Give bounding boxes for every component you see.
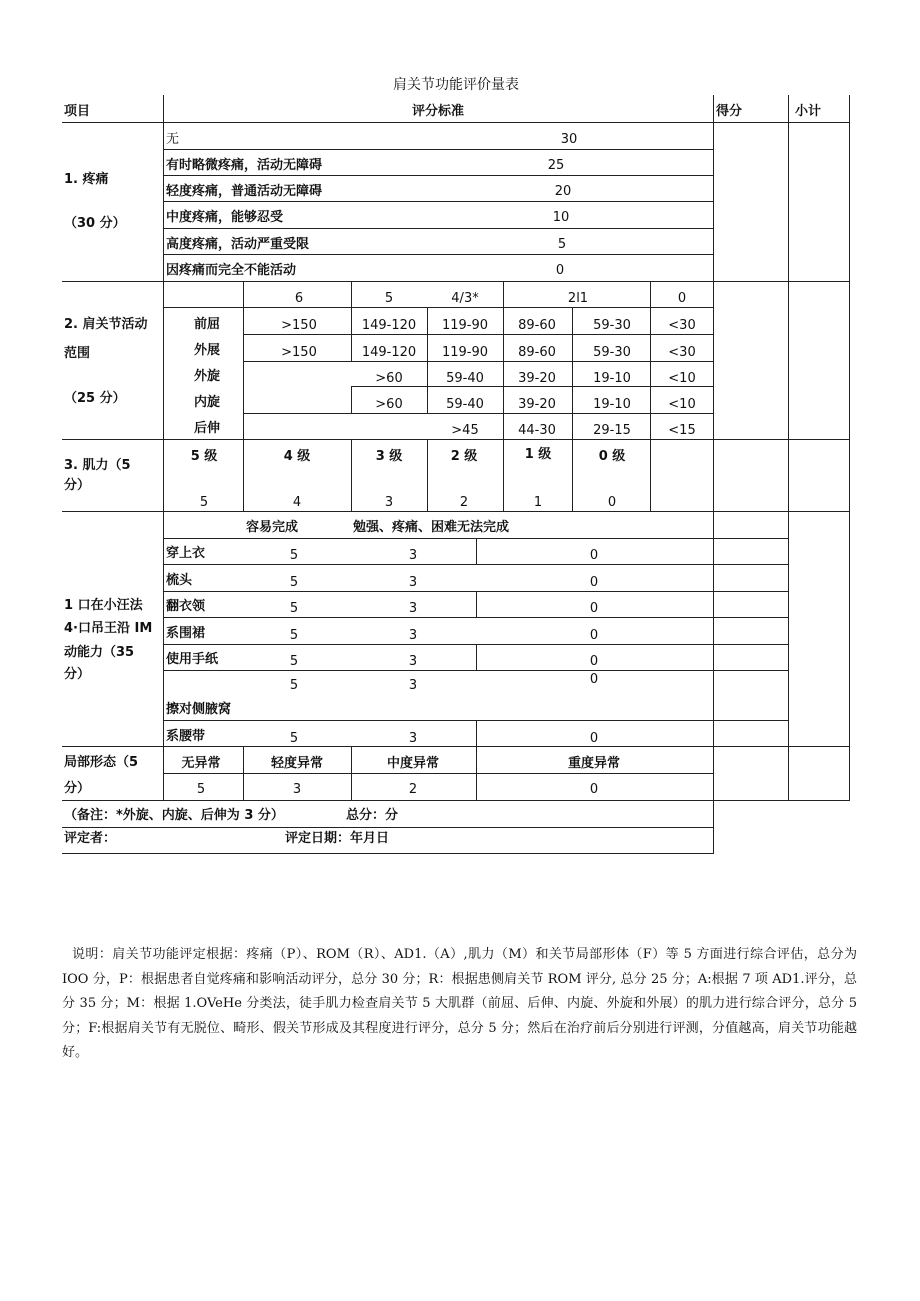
adl-cell: 0 <box>589 548 599 563</box>
form-score: 2 <box>408 782 418 797</box>
pain-row-text: 无 <box>166 132 180 147</box>
header-criteria: 评分标准 <box>411 104 465 119</box>
rom-cell: <15 <box>668 423 696 438</box>
pain-section-label: 1. 疼痛 <box>64 172 109 187</box>
rom-point-header: 0 <box>677 291 687 306</box>
adl-col-hard: 勉强、疼痛、困难无法完成 <box>353 520 510 535</box>
rom-point-header: 4/3* <box>451 291 479 306</box>
adl-row-name: 梳头 <box>166 573 193 588</box>
adl-cell: 3 <box>408 678 418 693</box>
rom-point-header: 5 <box>384 291 394 306</box>
adl-cell: 5 <box>289 628 299 643</box>
adl-col-easy: 容易完成 <box>246 520 299 535</box>
form-section-points: 分） <box>64 781 91 796</box>
adl-section-points: 分） <box>64 667 91 682</box>
form-score: 5 <box>196 782 206 797</box>
adl-row-name: 使用手纸 <box>166 652 219 667</box>
rom-row-name: 内旋 <box>193 395 221 410</box>
rom-cell: <30 <box>668 345 696 360</box>
rom-section-label: 2. 肩关节活动 <box>64 317 148 332</box>
rom-row-name: 后伸 <box>193 421 221 436</box>
form-header: 重度异常 <box>567 756 621 771</box>
rom-row-name: 外展 <box>193 343 221 358</box>
adl-cell: 0 <box>589 628 599 643</box>
adl-cell: 5 <box>289 601 299 616</box>
strength-grade: 1 级 <box>524 447 552 462</box>
rom-row-name: 前屈 <box>193 317 221 332</box>
strength-score: 4 <box>292 495 302 510</box>
rom-cell: <10 <box>668 397 696 412</box>
adl-cell: 3 <box>408 601 418 616</box>
header-item: 项目 <box>64 104 91 119</box>
strength-score: 1 <box>533 495 543 510</box>
adl-cell: 5 <box>289 654 299 669</box>
pain-row-score: 30 <box>560 132 578 147</box>
rom-cell: 89-60 <box>518 318 556 333</box>
rom-section-label-2: 范围 <box>64 346 91 361</box>
pain-row-score: 20 <box>554 184 572 199</box>
form-section-label: 局部形态（5 <box>64 755 139 770</box>
rom-cell: 39-20 <box>518 371 556 386</box>
strength-grade: 2 级 <box>450 449 478 464</box>
adl-cell: 5 <box>289 548 299 563</box>
rom-point-header: 6 <box>294 291 304 306</box>
rom-cell: 19-10 <box>593 371 631 386</box>
pain-section-points: （30 分） <box>64 216 126 231</box>
pain-row-score: 10 <box>552 210 570 225</box>
rom-cell: 149-120 <box>361 318 417 333</box>
adl-cell: 5 <box>289 731 299 746</box>
rom-cell: 119-90 <box>441 345 489 360</box>
form-score: 3 <box>292 782 302 797</box>
adl-cell: 0 <box>589 654 599 669</box>
adl-cell: 5 <box>289 575 299 590</box>
adl-cell: 3 <box>408 628 418 643</box>
rom-cell: >150 <box>281 345 317 360</box>
header-subtotal: 小计 <box>795 104 822 119</box>
rom-cell: >150 <box>281 318 317 333</box>
adl-cell: 3 <box>408 548 418 563</box>
adl-cell: 0 <box>589 575 599 590</box>
rom-row-name: 外旋 <box>193 369 221 384</box>
adl-cell: 0 <box>589 672 599 687</box>
rom-point-header: 2l1 <box>567 291 589 306</box>
pain-row-score: 0 <box>555 263 565 278</box>
strength-score: 2 <box>459 495 469 510</box>
adl-section-label-3: 动能力（35 <box>64 645 135 660</box>
rom-cell: 44-30 <box>518 423 556 438</box>
adl-row-name: 擦对侧腋窝 <box>166 702 232 717</box>
pain-row-text: 轻度疼痛，普通活动无障碍 <box>166 184 323 199</box>
rom-cell: 59-40 <box>446 397 484 412</box>
strength-grade: 3 级 <box>375 449 403 464</box>
strength-section-label: 3. 肌力（5 <box>64 458 131 473</box>
adl-cell: 5 <box>289 678 299 693</box>
adl-cell: 3 <box>408 654 418 669</box>
rom-cell: >60 <box>375 371 403 386</box>
rom-cell: 59-30 <box>593 345 631 360</box>
adl-cell: 0 <box>589 601 599 616</box>
adl-row-name: 穿上衣 <box>166 546 206 561</box>
adl-cell: 3 <box>408 575 418 590</box>
rom-cell: 19-10 <box>593 397 631 412</box>
adl-row-name: 系围裙 <box>166 626 206 641</box>
date-field: 评定日期：年月日 <box>285 831 390 846</box>
adl-cell: 0 <box>589 731 599 746</box>
rom-cell: 29-15 <box>593 423 631 438</box>
pain-row-score: 25 <box>547 158 565 173</box>
rom-cell: 59-40 <box>446 371 484 386</box>
form-score: 0 <box>589 782 599 797</box>
form-header: 轻度异常 <box>270 756 324 771</box>
rom-section-points: （25 分） <box>64 391 126 406</box>
rom-cell: >45 <box>451 423 479 438</box>
adl-row-name: 系腰带 <box>166 729 206 744</box>
pain-row-text: 因疼痛而完全不能活动 <box>166 263 297 278</box>
strength-score: 0 <box>607 495 617 510</box>
pain-row-text: 有时略微疼痛，活动无障碍 <box>166 158 323 173</box>
rom-cell: >60 <box>375 397 403 412</box>
rom-cell: 119-90 <box>441 318 489 333</box>
strength-grade: 0 级 <box>598 449 626 464</box>
strength-score: 3 <box>384 495 394 510</box>
rom-cell: 39-20 <box>518 397 556 412</box>
form-header: 中度异常 <box>386 756 440 771</box>
pain-row-text: 高度疼痛，活动严重受限 <box>166 237 310 252</box>
explanation-paragraph: 说明：肩关节功能评定根据：疼痛（P）、ROM（R）、AD1.（A）,肌力（M）和关节局部形体（F）等 5 方面进行综合评估，总分为 IOO 分，P：根据患者自觉疼痛和影响活动评分，总分 30 分；R：根据患侧肩关节 ROM 评分, 总分 25 分；A:根据 7 项 AD1.评分，总分 35 分；M：根据 1.OVeHe 分类法，徒手肌力检查肩关节 5 大肌群（前屈、后伸、内旋、外旋和外展）的肌力进行综合评分，总分 5 分；F:根据肩关节有无脱位、畸形、假关节形成及其程度进行评分，总分 5 分；然后在治疗前后分别进行评测，分值越高，肩关节功能越好。 <box>62 947 857 1060</box>
pain-row-score: 5 <box>557 237 567 252</box>
rater-field: 评定者： <box>64 831 117 846</box>
adl-section-label-2: 4·口吊王沿 IM <box>64 621 153 636</box>
total-score: 总分：分 <box>346 808 399 823</box>
rom-cell: <30 <box>668 318 696 333</box>
strength-grade: 4 级 <box>283 449 311 464</box>
adl-cell: 3 <box>408 731 418 746</box>
rom-cell: <10 <box>668 371 696 386</box>
rom-cell: 89-60 <box>518 345 556 360</box>
strength-grade: 5 级 <box>190 449 218 464</box>
adl-row-name: 翻衣领 <box>166 599 206 614</box>
strength-section-points: 分） <box>64 478 91 493</box>
rom-cell: 149-120 <box>361 345 417 360</box>
header-score: 得分 <box>716 104 743 119</box>
pain-row-text: 中度疼痛，能够忍受 <box>166 210 284 225</box>
page-title: 肩关节功能评价量表 <box>393 77 519 93</box>
strength-score: 5 <box>199 495 209 510</box>
form-header: 无异常 <box>181 756 221 771</box>
adl-section-label: 1 口在小汪法 <box>64 598 143 613</box>
rom-cell: 59-30 <box>593 318 631 333</box>
footer-note: （备注：*外旋、内旋、后伸为 3 分） <box>64 808 284 823</box>
